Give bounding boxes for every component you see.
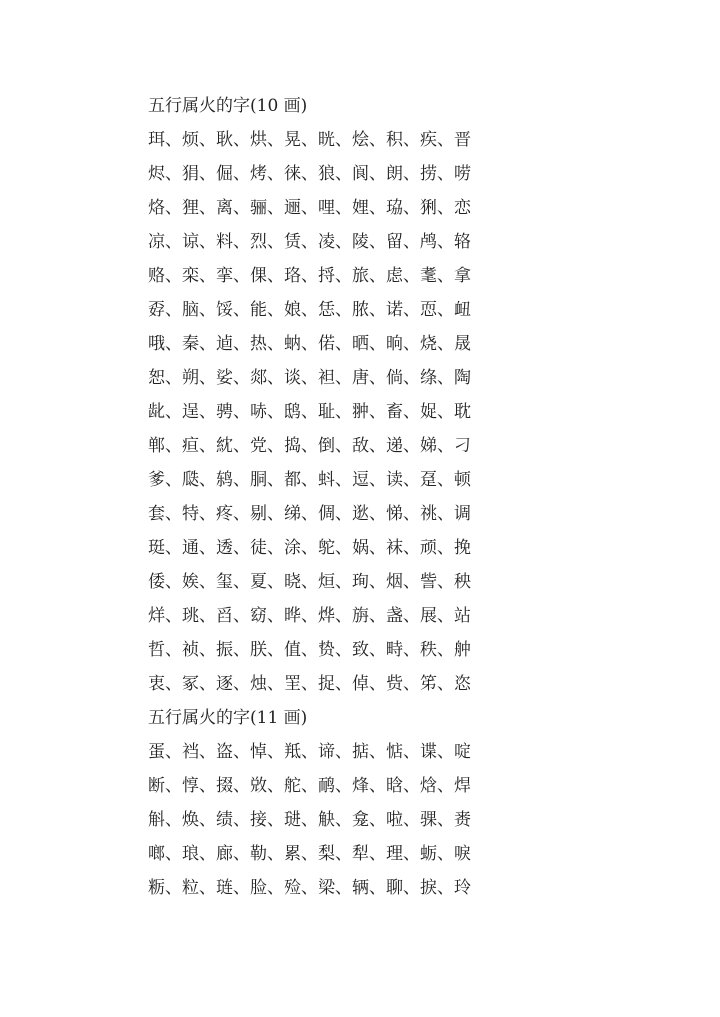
character-row: 郸、疸、紞、党、捣、倒、敌、递、娣、刁 bbox=[148, 436, 471, 456]
character-row: 烊、珧、舀、窈、晔、烨、旃、盏、展、站 bbox=[148, 606, 471, 626]
character-row: 烙、狸、离、骊、逦、哩、娌、珕、猁、恋 bbox=[148, 198, 471, 218]
character-row: 蛋、裆、盗、悼、羝、谛、掂、惦、谍、啶 bbox=[148, 742, 471, 762]
character-row: 套、特、疼、剔、绨、倜、逖、悌、祧、调 bbox=[148, 504, 471, 524]
character-row: 赂、栾、挛、倮、珞、捋、旅、虑、耄、拿 bbox=[148, 266, 471, 286]
character-row: 凉、谅、料、烈、赁、凌、陵、留、鸬、辂 bbox=[148, 232, 471, 252]
character-row: 珽、通、透、徒、涂、鸵、娲、袜、顽、挽 bbox=[148, 538, 471, 558]
character-row: 衷、冢、逐、烛、罜、捉、倬、赀、笫、恣 bbox=[148, 674, 471, 694]
character-row: 啷、琅、廊、勒、累、梨、犁、理、蛎、唳 bbox=[148, 844, 471, 864]
character-row: 珥、烦、耿、烘、晃、晄、烩、积、疾、晋 bbox=[148, 130, 471, 150]
character-row: 龀、逞、骋、哧、鸱、耻、翀、畜、娖、耽 bbox=[148, 402, 471, 422]
character-row: 倭、娭、玺、夏、晓、烜、珣、烟、訾、秧 bbox=[148, 572, 471, 592]
character-row: 恕、朔、娑、郯、谈、袒、唐、倘、绦、陶 bbox=[148, 368, 471, 388]
character-row: 哦、秦、逌、热、蚋、偌、晒、晌、烧、晟 bbox=[148, 334, 471, 354]
character-row: 烬、狷、倔、烤、徕、狼、阆、朗、捞、唠 bbox=[148, 164, 471, 184]
character-row: 断、惇、掇、敚、舵、鸸、烽、晗、焓、焊 bbox=[148, 776, 471, 796]
section-heading-11-strokes: 五行属火的字(11 画) bbox=[148, 708, 308, 728]
character-row: 粝、粒、琏、脸、殓、梁、辆、聊、捩、玲 bbox=[148, 878, 471, 898]
document-body bbox=[148, 94, 588, 910]
character-row: 孬、脑、馁、能、娘、恁、脓、诺、恧、衄 bbox=[148, 300, 471, 320]
character-row: 哲、祯、振、朕、值、贽、致、畤、秩、舯 bbox=[148, 640, 471, 660]
character-row: 斛、焕、绩、接、琎、觖、龛、啦、骒、赉 bbox=[148, 810, 471, 830]
character-row: 爹、瓞、鸫、胴、都、蚪、逗、读、趸、顿 bbox=[148, 470, 471, 490]
section-heading-10-strokes: 五行属火的字(10 画) bbox=[148, 96, 308, 116]
